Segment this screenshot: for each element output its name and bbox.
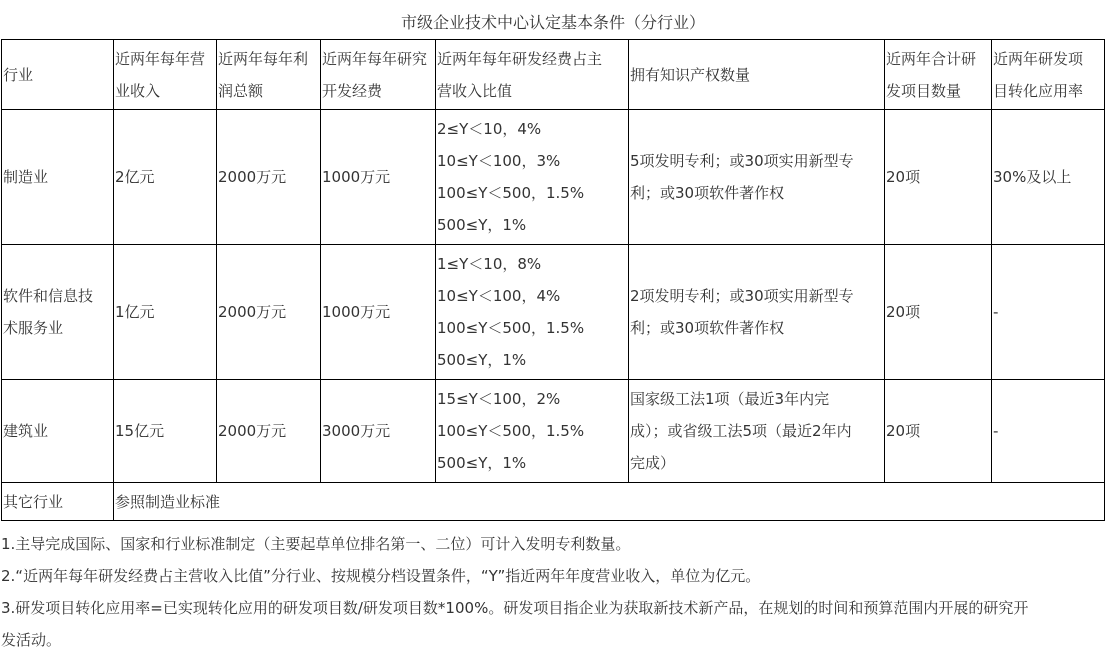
criteria-table (1, 39, 1105, 521)
profit-cell: 2000万元 (217, 380, 321, 483)
revenue-cell: 15亿元 (114, 380, 217, 483)
rd-ratio-cell: 1≤Y＜10，8% 10≤Y＜100，4% 100≤Y＜500，1.5% 500≤Y，1% (436, 245, 629, 380)
ip-count-cell: 国家级工法1项（最近3年内完 成）；或省级工法5项（最近2年内 完成） (629, 380, 885, 483)
project-count-cell: 20项 (885, 245, 992, 380)
rd-funds-cell: 1000万元 (321, 110, 436, 245)
revenue-cell: 2亿元 (114, 110, 217, 245)
other-note-cell: 参照制造业标准 (114, 483, 1105, 521)
rd-funds-cell: 3000万元 (321, 380, 436, 483)
industry-cell: 建筑业 (2, 380, 114, 483)
industry-cell: 软件和信息技 术服务业 (2, 245, 114, 380)
footnotes (1, 528, 1101, 656)
table-row (2, 110, 1105, 245)
rd-ratio-cell: 15≤Y＜100，2% 100≤Y＜500，1.5% 500≤Y，1% (436, 380, 629, 483)
ip-count-cell: 5项发明专利；或30项实用新型专 利；或30项软件著作权 (629, 110, 885, 245)
header-row (2, 40, 1105, 110)
footnote: 1.主导完成国际、国家和行业标准制定（主要起草单位排名第一、二位）可计入发明专利数量。 (1, 535, 631, 553)
header-revenue: 近两年每年营 业收入 (114, 40, 217, 110)
header-project-count: 近两年合计研 发项目数量 (885, 40, 992, 110)
header-industry: 行业 (2, 40, 114, 110)
project-count-cell: 20项 (885, 380, 992, 483)
conversion-rate-cell: - (992, 380, 1105, 483)
header-rd-ratio: 近两年每年研发经费占主 营收入比值 (436, 40, 629, 110)
ip-count-cell: 2项发明专利；或30项实用新型专 利；或30项软件著作权 (629, 245, 885, 380)
conversion-rate-cell: 30%及以上 (992, 110, 1105, 245)
footnote: 3.研发项目转化应用率=已实现转化应用的研发项目数/研发项目数*100%。研发项目指企业为获取新技术新产品，在规划的时间和预算范围内开展的研究开 (1, 599, 1029, 617)
table-title: 市级企业技术中心认定基本条件（分行业） (400, 13, 705, 32)
rd-funds-cell: 1000万元 (321, 245, 436, 380)
industry-cell: 制造业 (2, 110, 114, 245)
header-ip-count: 拥有知识产权数量 (629, 40, 885, 110)
profit-cell: 2000万元 (217, 245, 321, 380)
project-count-cell: 20项 (885, 110, 992, 245)
table-row (2, 245, 1105, 380)
table-row (2, 380, 1105, 483)
industry-cell: 其它行业 (2, 483, 114, 521)
header-rd-funds: 近两年每年研究 开发经费 (321, 40, 436, 110)
revenue-cell: 1亿元 (114, 245, 217, 380)
footnote: 2.“近两年每年研发经费占主营收入比值”分行业、按规模分档设置条件，“Y”指近两年年度营业收入，单位为亿元。 (1, 567, 761, 585)
table-row-other (2, 483, 1105, 521)
rd-ratio-cell: 2≤Y＜10，4% 10≤Y＜100，3% 100≤Y＜500，1.5% 500≤Y，1% (436, 110, 629, 245)
header-profit: 近两年每年利 润总额 (217, 40, 321, 110)
conversion-rate-cell: - (992, 245, 1105, 380)
header-conversion-rate: 近两年研发项 目转化应用率 (992, 40, 1105, 110)
footnote: 发活动。 (1, 631, 62, 649)
profit-cell: 2000万元 (217, 110, 321, 245)
